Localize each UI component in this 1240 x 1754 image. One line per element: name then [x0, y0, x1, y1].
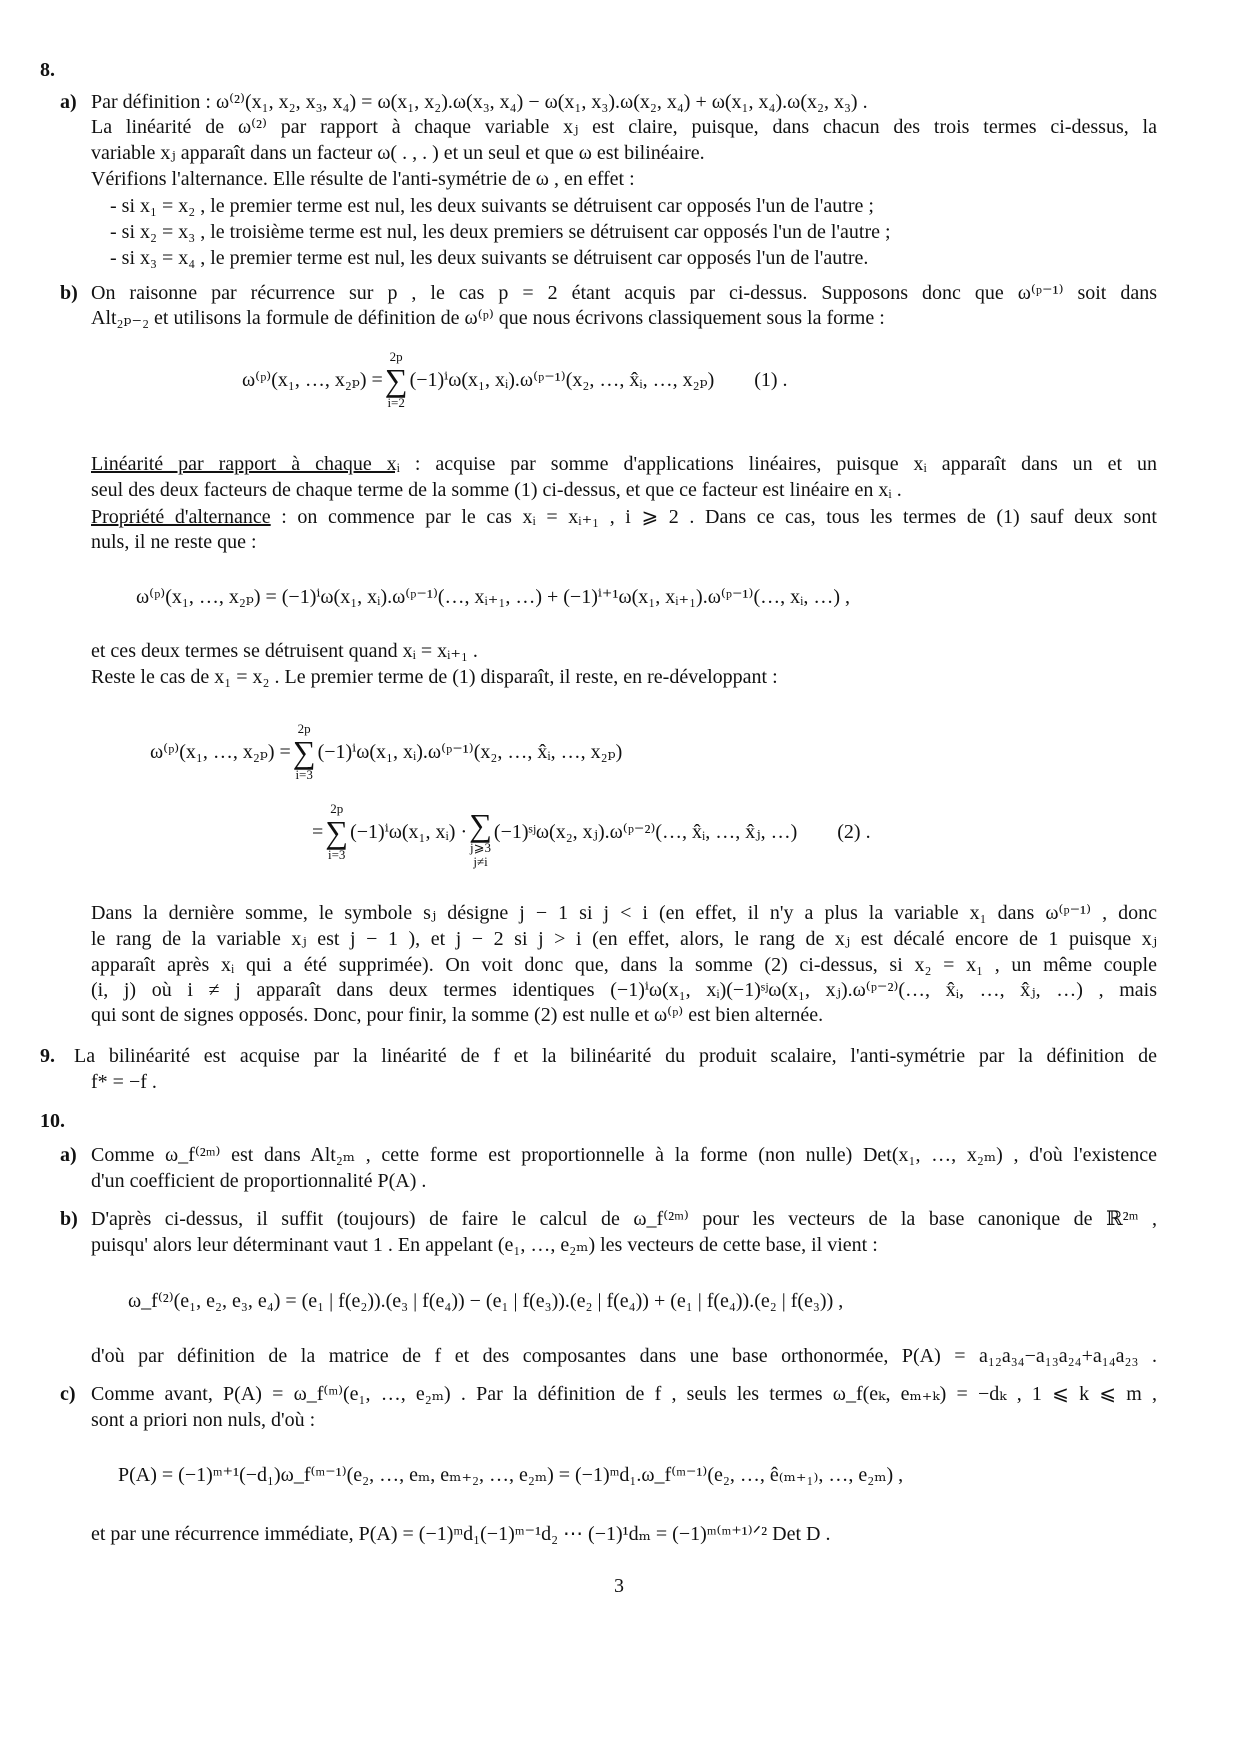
part-b-label: b): [60, 282, 78, 304]
text-line: d'un coefficient de proportionnalité P(A) .: [91, 1170, 427, 1192]
alternance-heading: Propriété d'alternance: [91, 506, 271, 528]
question-9-number: 9.: [40, 1045, 55, 1067]
equation-lhs: ω⁽ᵖ⁾(x₁, …, x₂ₚ) =: [150, 741, 291, 763]
text-line: La linéarité de ω⁽²⁾ par rapport à chaque variable xⱼ est claire, puisque, dans chacun des trois termes ci-dessus, la: [91, 116, 1157, 138]
sum-symbol: [385, 350, 408, 410]
part-c-label: c): [60, 1383, 76, 1405]
text-line: La bilinéarité est acquise par la linéarité de f et la bilinéarité du produit scalaire, l'anti-symétrie par la définition de: [74, 1045, 1157, 1067]
text-line: Comme ω_f⁽²ᵐ⁾ est dans Alt₂ₘ , cette forme est proportionnelle à la forme (non nulle) Det(x₁, …, x₂ₘ) , d'où l'existence: [91, 1144, 1157, 1166]
equation-omega-f: ω_f⁽²⁾(e₁, e₂, e₃, e₄) = (e₁ | f(e₂)).(e₃ | f(e₄)) − (e₁ | f(e₃)).(e₂ | f(e₄)) + (e₁ | f(e₄)).(e₂ | f(e₃)) ,: [128, 1290, 844, 1312]
text-line: Dans la dernière somme, le symbole sⱼ désigne j − 1 si j < i (en effet, il n'y a plus la variable x₁ dans ω⁽ᵖ⁻¹⁾ , donc: [91, 902, 1157, 924]
equation-1: [242, 350, 788, 410]
text-line: sont a priori non nuls, d'où :: [91, 1409, 316, 1431]
page-number: 3: [614, 1575, 624, 1597]
equals-sign: =: [312, 821, 324, 843]
equation-term: (−1)ˢʲω(x₂, xⱼ).ω⁽ᵖ⁻²⁾(…, x̂ᵢ, …, x̂ⱼ, …): [493, 821, 798, 843]
bullet-item: - si x₂ = x₃ , le troisième terme est nul, les deux premiers se détruisent car opposés l'un de l'autre ;: [110, 221, 891, 243]
sigma-icon: ∑: [325, 814, 349, 850]
inner-sum-symbol: [469, 809, 492, 869]
part-b-label: b): [60, 1208, 78, 1230]
alternance-paragraph-line: [91, 505, 1157, 529]
part-a-label: a): [60, 91, 77, 113]
text-line: qui sont de signes opposés. Donc, pour finir, la somme (2) est nulle et ω⁽ᵖ⁾ est bien alternée.: [91, 1004, 824, 1026]
text-line: (i, j) où i ≠ j apparaît dans deux termes identiques (−1)ⁱω(x₁, xᵢ)(−1)ˢʲω(x₁, xⱼ).ω⁽ᵖ⁻²⁾(…, x̂ᵢ, …, x̂ⱼ, …) , mais: [91, 979, 1157, 1001]
text-line: d'où par définition de la matrice de f et des composantes dans une base orthonormée, P(A) = a₁₂a₃₄−a₁₃a₂₄+a₁₄a₂₃ .: [91, 1345, 1157, 1367]
text-span: : on commence par le cas xᵢ = xᵢ₊₁ , i ⩾ 2 . Dans ce cas, tous les termes de (1) sauf deux sont: [270, 506, 1157, 528]
text-line: Reste le cas de x₁ = x₂ . Le premier terme de (1) disparaît, il reste, en re-développant :: [91, 666, 778, 688]
sum-lower-limit: j⩾3: [470, 840, 492, 855]
text-line: Par définition : ω⁽²⁾(x₁, x₂, x₃, x₄) = ω(x₁, x₂).ω(x₃, x₄) − ω(x₁, x₃).ω(x₂, x₄) + ω(x₁, x₄).ω(x₂, x₃) .: [91, 91, 868, 113]
part-a-label: a): [60, 1144, 77, 1166]
bullet-item: - si x₁ = x₂ , le premier terme est nul, les deux suivants se détruisent car opposés l'un de l'autre ;: [110, 195, 874, 217]
text-line: seul des deux facteurs de chaque terme de la somme (1) ci-dessus, et que ce facteur est linéaire en xᵢ .: [91, 479, 902, 501]
equation-2-line-1: [150, 722, 622, 782]
sum-symbol: [293, 722, 316, 782]
sum-upper-limit: 2p: [330, 801, 344, 816]
text-line: f* = −f .: [91, 1071, 157, 1093]
equation-tag: (2) .: [837, 821, 871, 843]
text-span: : acquise par somme d'applications linéaires, puisque xᵢ apparaît dans un et un: [399, 453, 1157, 475]
equation-2-line-2: [312, 795, 871, 869]
text-line: apparaît après xᵢ qui a été supprimée). On voit donc que, dans la somme (2) ci-dessus, si x₂ = x₁ , un même couple: [91, 954, 1157, 976]
text-line: D'après ci-dessus, il suffit (toujours) de faire le calcul de ω_f⁽²ᵐ⁾ pour les vecteurs de la base canonique de ℝ²ᵐ ,: [91, 1208, 1157, 1230]
equation-tag: (1) .: [754, 369, 788, 391]
text-line: nuls, il ne reste que :: [91, 531, 257, 553]
text-line: Comme avant, P(A) = ω_f⁽ᵐ⁾(e₁, …, e₂ₘ) . Par la définition de f , seuls les termes ω_f(eₖ, eₘ₊ₖ) = −dₖ , 1 ⩽ k ⩽ m ,: [91, 1383, 1157, 1405]
sigma-icon: ∑: [384, 362, 408, 398]
text-line: puisqu' alors leur déterminant vaut 1 . En appelant (e₁, …, e₂ₘ) les vecteurs de cette base, il vient :: [91, 1234, 878, 1256]
text-line: Alt₂ₚ₋₂ et utilisons la formule de définition de ω⁽ᵖ⁾ que nous écrivons classiquement sous la forme :: [91, 307, 885, 329]
sum-upper-limit: 2p: [389, 349, 403, 364]
sigma-icon: ∑: [469, 807, 492, 843]
text-line: le rang de la variable xⱼ est j − 1 ), et j − 2 si j > i (en effet, alors, le rang de xⱼ est décalé encore de 1 puisque xⱼ: [91, 928, 1157, 950]
equation-lhs: ω⁽ᵖ⁾(x₁, …, x₂ₚ) =: [242, 369, 383, 391]
equation-term: (−1)ⁱω(x₁, xᵢ) ·: [350, 821, 468, 843]
sum-symbol: [325, 802, 348, 862]
linearity-heading: Linéarité par rapport à chaque xᵢ: [91, 453, 400, 475]
bullet-item: - si x₃ = x₄ , le premier terme est nul, les deux suivants se détruisent car opposés l'un de l'autre.: [110, 247, 869, 269]
text-line: On raisonne par récurrence sur p , le cas p = 2 étant acquis par ci-dessus. Supposons donc que ω⁽ᵖ⁻¹⁾ soit dans: [91, 282, 1157, 304]
text-line: et ces deux termes se détruisent quand xᵢ = xᵢ₊₁ .: [91, 640, 478, 662]
text-line: Vérifions l'alternance. Elle résulte de l'anti-symétrie de ω , en effet :: [91, 168, 635, 190]
question-10-number: 10.: [40, 1110, 65, 1132]
equation-rhs: (−1)ⁱω(x₁, xᵢ).ω⁽ᵖ⁻¹⁾(x₂, …, x̂ᵢ, …, x₂ₚ): [409, 369, 715, 391]
sum-lower-limit: j≠i: [473, 854, 488, 869]
sum-upper-limit: 2p: [297, 721, 311, 736]
linearity-paragraph-line: [91, 452, 1157, 476]
sigma-icon: ∑: [292, 734, 316, 770]
sum-lower-limit: i=2: [387, 395, 405, 410]
equation-p-of-a: P(A) = (−1)ᵐ⁺¹(−d₁)ω_f⁽ᵐ⁻¹⁾(e₂, …, eₘ, eₘ₊₂, …, e₂ₘ) = (−1)ᵐd₁.ω_f⁽ᵐ⁻¹⁾(e₂, …, ê₍ₘ₊₁₎, …, e₂ₘ) ,: [118, 1464, 904, 1486]
text-line: variable xⱼ apparaît dans un facteur ω( . , . ) et un seul et que ω est bilinéaire.: [91, 142, 705, 164]
sum-lower-limit: i=3: [327, 847, 346, 862]
sum-lower-limit: i=3: [295, 767, 313, 782]
text-line: et par une récurrence immédiate, P(A) = (−1)ᵐd₁(−1)ᵐ⁻¹d₂ ⋯ (−1)¹dₘ = (−1)ᵐ⁽ᵐ⁺¹⁾ᐟ² Det D .: [91, 1523, 831, 1545]
equation-rhs: (−1)ⁱω(x₁, xᵢ).ω⁽ᵖ⁻¹⁾(x₂, …, x̂ᵢ, …, x₂ₚ): [317, 741, 623, 763]
question-8-number: 8.: [40, 59, 55, 81]
equation-alternance: ω⁽ᵖ⁾(x₁, …, x₂ₚ) = (−1)ⁱω(x₁, xᵢ).ω⁽ᵖ⁻¹⁾(…, xᵢ₊₁, …) + (−1)ⁱ⁺¹ω(x₁, xᵢ₊₁).ω⁽ᵖ⁻¹⁾(…, xᵢ, …) ,: [136, 586, 851, 608]
